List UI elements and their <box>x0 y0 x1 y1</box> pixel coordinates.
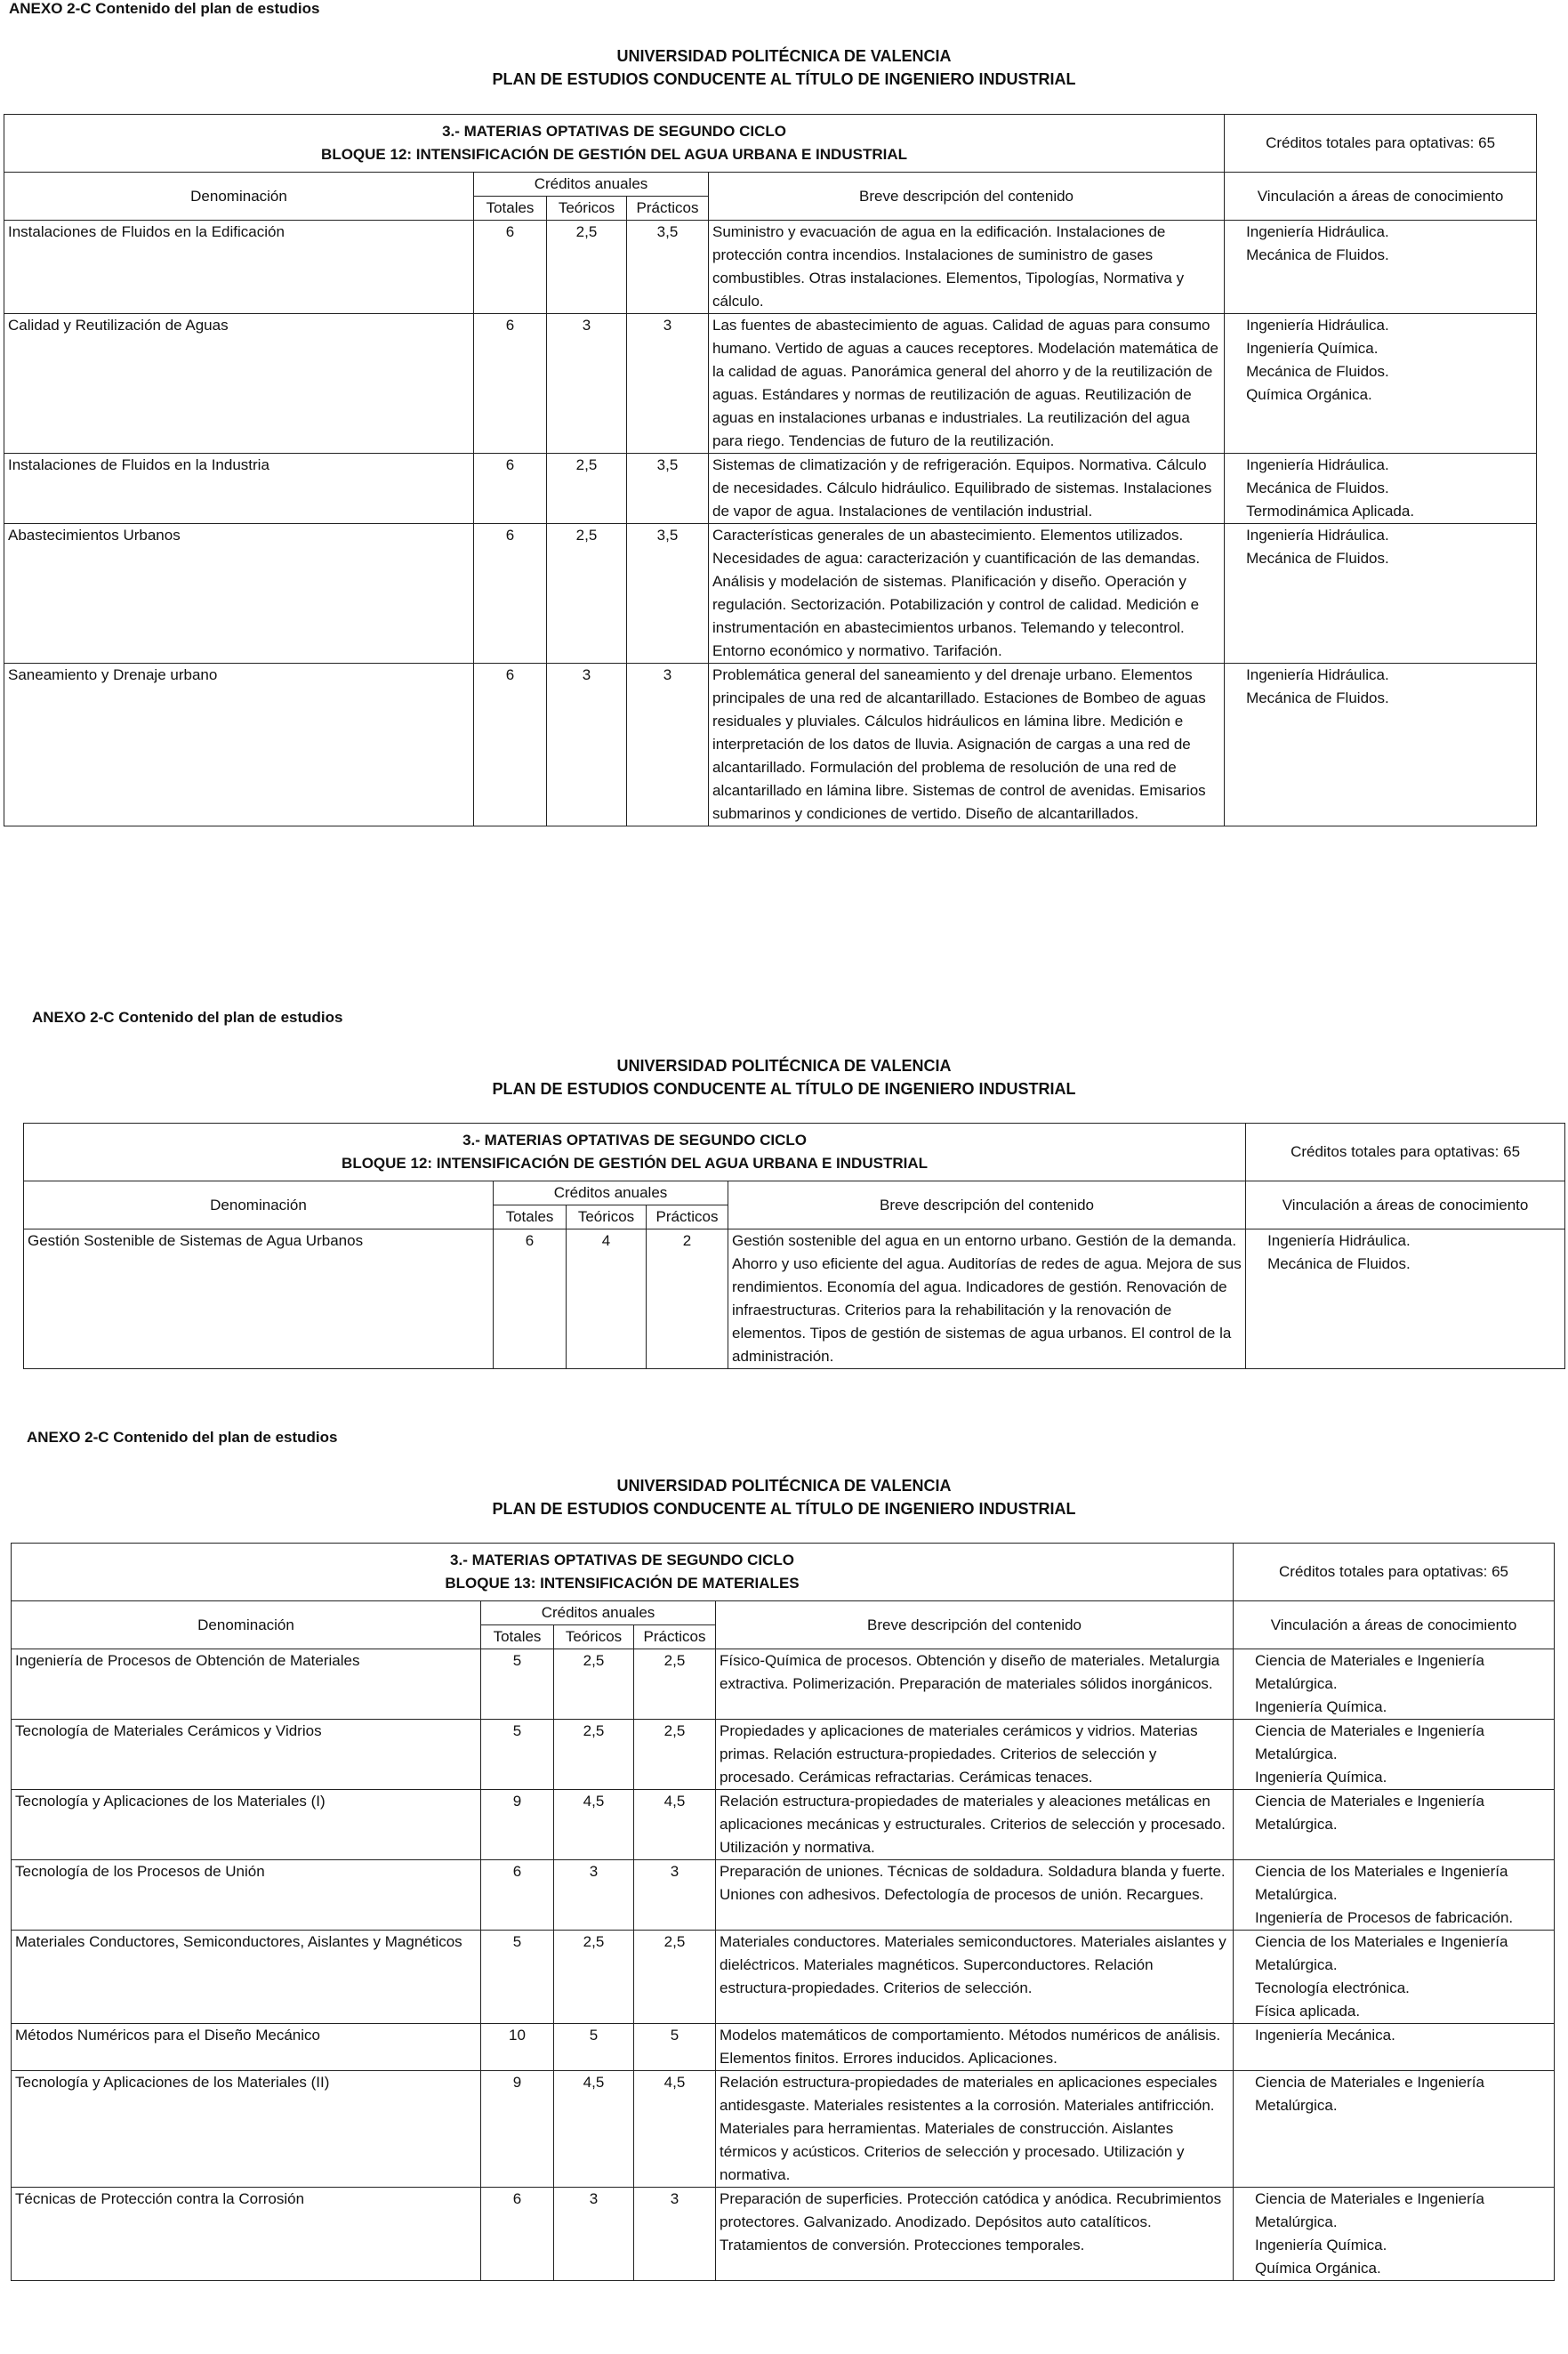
subject-name: Gestión Sostenible de Sistemas de Agua Urbanos <box>24 1229 494 1369</box>
col-descripcion: Breve descripción del contenido <box>709 173 1225 221</box>
creditos-practicos-value: 3,5 <box>627 524 709 664</box>
creditos-practicos-value: 5 <box>634 2024 716 2071</box>
bloque-title: BLOQUE 12: INTENSIFICACIÓN DE GESTIÓN DEL AGUA URBANA E INDUSTRIAL <box>321 146 907 163</box>
col-vinculacion: Vinculación a áreas de conocimiento <box>1225 173 1537 221</box>
subject-description: Preparación de uniones. Técnicas de soldadura. Soldadura blanda y fuerte. Uniones con adhesivos. Defectología de procesos de unión. Recargues. <box>716 1860 1234 1931</box>
subject-name: Métodos Numéricos para el Diseño Mecánico <box>12 2024 481 2071</box>
plan-table <box>4 114 1537 826</box>
creditos-totales-value: 5 <box>481 1720 554 1790</box>
creditos-totales-value: 10 <box>481 2024 554 2071</box>
area-item: Química Orgánica. <box>1255 2260 1381 2277</box>
area-item: Ingeniería Química. <box>1246 340 1379 357</box>
subject-description: Preparación de superficies. Protección catódica y anódica. Recubrimientos protectores. Galvanizado. Anodizado. Depósitos auto catalíticos. Tratamientos de conversión. Protecciones temporales. <box>716 2188 1234 2281</box>
subject-name: Técnicas de Protección contra la Corrosión <box>12 2188 481 2281</box>
table-row <box>4 454 1537 524</box>
creditos-teoricos-value: 2,5 <box>554 1931 634 2024</box>
subject-name: Tecnología de los Procesos de Unión <box>12 1860 481 1931</box>
col-descripcion: Breve descripción del contenido <box>728 1181 1246 1229</box>
area-item: Ciencia de Materiales e Ingeniería Metalúrgica. <box>1255 2074 1484 2114</box>
creditos-practicos-value: 4,5 <box>634 1790 716 1860</box>
table-header-row <box>4 115 1537 173</box>
col-denominacion: Denominación <box>12 1601 481 1649</box>
table-row <box>12 2188 1555 2281</box>
creditos-teoricos-value: 3 <box>554 1860 634 1931</box>
areas-list <box>1234 1931 1555 2024</box>
creditos-practicos-value: 4,5 <box>634 2071 716 2188</box>
anexo-title: ANEXO 2-C Contenido del plan de estudios <box>27 1429 338 1446</box>
block-title-cell <box>4 115 1225 173</box>
table-row <box>12 1649 1555 1720</box>
subject-name: Materiales Conductores, Semiconductores, Aislantes y Magnéticos <box>12 1931 481 2024</box>
area-item: Ingeniería Química. <box>1255 1698 1387 1715</box>
creditos-totales-value: 6 <box>474 664 547 826</box>
table-row <box>12 1860 1555 1931</box>
area-item: Ciencia de Materiales e Ingeniería Metalúrgica. <box>1255 1722 1484 1762</box>
areas-list <box>1234 1860 1555 1931</box>
area-item: Ingeniería de Procesos de fabricación. <box>1255 1909 1514 1926</box>
creditos-practicos-value: 3 <box>634 2188 716 2281</box>
area-item: Química Orgánica. <box>1246 386 1372 403</box>
table-row <box>12 1790 1555 1860</box>
subject-name: Tecnología y Aplicaciones de los Materiales (II) <box>12 2071 481 2188</box>
col-denominacion: Denominación <box>4 173 474 221</box>
creditos-practicos-value: 3 <box>634 1860 716 1931</box>
areas-list <box>1234 1649 1555 1720</box>
area-item: Ciencia de los Materiales e Ingeniería Metalúrgica. <box>1255 1933 1508 1973</box>
creditos-teoricos-value: 4,5 <box>554 2071 634 2188</box>
table-row <box>4 314 1537 454</box>
col-denominacion: Denominación <box>24 1181 494 1229</box>
university-name: UNIVERSIDAD POLITÉCNICA DE VALENCIA <box>616 47 952 65</box>
creditos-practicos-value: 2,5 <box>634 1931 716 2024</box>
table-row <box>4 524 1537 664</box>
areas-list <box>1234 2188 1555 2281</box>
plan-title: PLAN DE ESTUDIOS CONDUCENTE AL TÍTULO DE INGENIERO INDUSTRIAL <box>492 70 1076 88</box>
creditos-practicos-value: 2,5 <box>634 1720 716 1790</box>
creditos-practicos-value: 2 <box>647 1229 728 1369</box>
col-creditos-anuales: Créditos anuales <box>494 1181 728 1205</box>
area-item: Física aplicada. <box>1255 2003 1361 2019</box>
creditos-teoricos-value: 3 <box>547 664 627 826</box>
creditos-teoricos-value: 2,5 <box>547 454 627 524</box>
plan-title: PLAN DE ESTUDIOS CONDUCENTE AL TÍTULO DE INGENIERO INDUSTRIAL <box>492 1500 1076 1518</box>
col-totales: Totales <box>474 197 547 221</box>
col-totales: Totales <box>494 1205 567 1229</box>
area-item: Ciencia de Materiales e Ingeniería Metalúrgica. <box>1255 1652 1484 1692</box>
area-item: Ingeniería Hidráulica. <box>1246 317 1389 334</box>
subject-description: Sistemas de climatización y de refrigeración. Equipos. Normativa. Cálculo de necesidades. Cálculo hidráulico. Equilibrado de sistemas. Instalaciones de vapor de agua. Instalaciones de ventilación industrial. <box>709 454 1225 524</box>
areas-list <box>1234 2024 1555 2071</box>
ciclo-title: 3.- MATERIAS OPTATIVAS DE SEGUNDO CICLO <box>442 123 786 140</box>
subject-description: Relación estructura-propiedades de materiales y aleaciones metálicas en aplicaciones mecánicas y estructurales. Criterios de selección y procesado. Utilización y normativa. <box>716 1790 1234 1860</box>
area-item: Ingeniería Hidráulica. <box>1246 527 1389 544</box>
creditos-teoricos-value: 4,5 <box>554 1790 634 1860</box>
university-name: UNIVERSIDAD POLITÉCNICA DE VALENCIA <box>616 1057 952 1075</box>
university-name: UNIVERSIDAD POLITÉCNICA DE VALENCIA <box>616 1477 952 1495</box>
area-item: Ingeniería Química. <box>1255 1769 1387 1786</box>
col-practicos: Prácticos <box>627 197 709 221</box>
subject-description: Materiales conductores. Materiales semiconductores. Materiales aislantes y dieléctricos. Materiales magnéticos. Superconductores. Relación estructura-propiedades. Criterios de selección. <box>716 1931 1234 2024</box>
col-practicos: Prácticos <box>634 1625 716 1649</box>
area-item: Termodinámica Aplicada. <box>1246 503 1415 520</box>
area-item: Ingeniería Hidráulica. <box>1246 666 1389 683</box>
creditos-totales-value: 6 <box>481 2188 554 2281</box>
area-item: Ingeniería Hidráulica. <box>1246 456 1389 473</box>
col-teoricos: Teóricos <box>554 1625 634 1649</box>
subject-name: Instalaciones de Fluidos en la Edificación <box>4 221 474 314</box>
subject-name: Saneamiento y Drenaje urbano <box>4 664 474 826</box>
col-practicos: Prácticos <box>647 1205 728 1229</box>
table-header-row <box>12 1544 1555 1601</box>
area-item: Ciencia de los Materiales e Ingeniería Metalúrgica. <box>1255 1863 1508 1903</box>
col-teoricos: Teóricos <box>547 197 627 221</box>
creditos-practicos-value: 3 <box>627 314 709 454</box>
ciclo-title: 3.- MATERIAS OPTATIVAS DE SEGUNDO CICLO <box>450 1552 794 1568</box>
subject-description: Relación estructura-propiedades de materiales en aplicaciones especiales antidesgaste. Materiales resistentes a la corrosión. Materiales antifricción. Materiales para herramientas. Materiales de construcción. Aislantes térmicos y acústicos. Criterios de selección y procesado. Utilización y normativa. <box>716 2071 1234 2188</box>
creditos-teoricos-value: 2,5 <box>554 1649 634 1720</box>
area-item: Mecánica de Fluidos. <box>1246 480 1389 496</box>
areas-list <box>1225 664 1537 826</box>
subject-description: Características generales de un abastecimiento. Elementos utilizados. Necesidades de agua: caracterización y cuantificación de las demandas. Análisis y modelación de sistemas. Planificación y diseño. Operación y regulación. Sectorización. Potabilización y control de calidad. Medición e instrumentación en abastecimientos urbanos. Telemando y telecontrol. Entorno económico y normativo. Tarifación. <box>709 524 1225 664</box>
plan-table <box>23 1123 1565 1369</box>
creditos-practicos-value: 2,5 <box>634 1649 716 1720</box>
areas-list <box>1225 314 1537 454</box>
area-item: Mecánica de Fluidos. <box>1246 246 1389 263</box>
col-creditos-anuales: Créditos anuales <box>474 173 709 197</box>
subject-name: Calidad y Reutilización de Aguas <box>4 314 474 454</box>
table-row <box>4 221 1537 314</box>
areas-list <box>1225 454 1537 524</box>
creditos-teoricos-value: 5 <box>554 2024 634 2071</box>
area-item: Mecánica de Fluidos. <box>1246 363 1389 380</box>
subject-description: Problemática general del saneamiento y del drenaje urbano. Elementos principales de una red de alcantarillado. Estaciones de Bombeo de aguas residuales y pluviales. Cálculos hidráulicos en lámina libre. Medición e interpretación de los datos de lluvia. Asignación de cargas a una red de alcantarillado. Formulación del problema de resolución de una red de alcantarillado en lámina libre. Sistemas de control de avenidas. Emisarios submarinos y condiciones de vertido. Diseño de alcantarillados. <box>709 664 1225 826</box>
creditos-totales-value: 9 <box>481 1790 554 1860</box>
subject-name: Tecnología de Materiales Cerámicos y Vidrios <box>12 1720 481 1790</box>
table-row <box>12 2071 1555 2188</box>
subject-description: Modelos matemáticos de comportamiento. Métodos numéricos de análisis. Elementos finitos. Errores inducidos. Aplicaciones. <box>716 2024 1234 2071</box>
col-teoricos: Teóricos <box>567 1205 647 1229</box>
creditos-teoricos-value: 3 <box>547 314 627 454</box>
subject-description: Gestión sostenible del agua en un entorno urbano. Gestión de la demanda. Ahorro y uso eficiente del agua. Auditorías de redes de agua. Mejora de sus rendimientos. Economía del agua. Indicadores de gestión. Renovación de infraestructuras. Criterios para la rehabilitación y la renovación de elementos. Tipos de gestión de sistemas de agua urbanos. El control de la administración. <box>728 1229 1246 1369</box>
table-row <box>12 1720 1555 1790</box>
area-item: Ingeniería Mecánica. <box>1255 2027 1395 2044</box>
ciclo-title: 3.- MATERIAS OPTATIVAS DE SEGUNDO CICLO <box>462 1132 807 1149</box>
areas-list <box>1234 1790 1555 1860</box>
bloque-title: BLOQUE 13: INTENSIFICACIÓN DE MATERIALES <box>445 1575 800 1592</box>
creditos-totales-value: 9 <box>481 2071 554 2188</box>
area-item: Ingeniería Hidráulica. <box>1267 1232 1411 1249</box>
col-descripcion: Breve descripción del contenido <box>716 1601 1234 1649</box>
area-item: Tecnología electrónica. <box>1255 1979 1410 1996</box>
areas-list <box>1225 221 1537 314</box>
area-item: Mecánica de Fluidos. <box>1246 689 1389 706</box>
bloque-title: BLOQUE 12: INTENSIFICACIÓN DE GESTIÓN DEL AGUA URBANA E INDUSTRIAL <box>342 1155 928 1172</box>
anexo-title: ANEXO 2-C Contenido del plan de estudios <box>9 0 320 17</box>
area-item: Mecánica de Fluidos. <box>1267 1255 1411 1272</box>
areas-list <box>1225 524 1537 664</box>
block-title-cell <box>24 1124 1246 1181</box>
table-row <box>24 1229 1565 1369</box>
creditos-totales: Créditos totales para optativas: 65 <box>1234 1544 1555 1601</box>
areas-list <box>1234 2071 1555 2188</box>
subject-description: Suministro y evacuación de agua en la edificación. Instalaciones de protección contra incendios. Instalaciones de suministro de gases combustibles. Otras instalaciones. Elementos, Tipologías, Normativa y cálculo. <box>709 221 1225 314</box>
creditos-totales-value: 5 <box>481 1931 554 2024</box>
areas-list <box>1246 1229 1565 1369</box>
subject-name: Tecnología y Aplicaciones de los Materiales (I) <box>12 1790 481 1860</box>
subject-name: Instalaciones de Fluidos en la Industria <box>4 454 474 524</box>
creditos-totales-value: 6 <box>474 454 547 524</box>
col-vinculacion: Vinculación a áreas de conocimiento <box>1246 1181 1565 1229</box>
table-row <box>12 1931 1555 2024</box>
area-item: Ingeniería Hidráulica. <box>1246 223 1389 240</box>
area-item: Mecánica de Fluidos. <box>1246 550 1389 567</box>
col-creditos-anuales: Créditos anuales <box>481 1601 716 1625</box>
creditos-teoricos-value: 3 <box>554 2188 634 2281</box>
col-totales: Totales <box>481 1625 554 1649</box>
creditos-totales-value: 6 <box>474 314 547 454</box>
creditos-totales-value: 6 <box>481 1860 554 1931</box>
area-item: Ciencia de Materiales e Ingeniería Metalúrgica. <box>1255 2190 1484 2230</box>
plan-title: PLAN DE ESTUDIOS CONDUCENTE AL TÍTULO DE INGENIERO INDUSTRIAL <box>492 1080 1076 1098</box>
creditos-totales-value: 6 <box>474 221 547 314</box>
document-heading <box>0 44 1568 91</box>
creditos-totales-value: 5 <box>481 1649 554 1720</box>
document-heading <box>0 1054 1568 1100</box>
area-item: Ciencia de Materiales e Ingeniería Metalúrgica. <box>1255 1793 1484 1833</box>
creditos-teoricos-value: 2,5 <box>554 1720 634 1790</box>
creditos-teoricos-value: 2,5 <box>547 524 627 664</box>
table-row <box>4 664 1537 826</box>
area-item: Ingeniería Química. <box>1255 2237 1387 2253</box>
creditos-teoricos-value: 4 <box>567 1229 647 1369</box>
subject-description: Físico-Química de procesos. Obtención y diseño de materiales. Metalurgia extractiva. Polimerización. Preparación de materiales sólidos inorgánicos. <box>716 1649 1234 1720</box>
col-vinculacion: Vinculación a áreas de conocimiento <box>1234 1601 1555 1649</box>
table-row <box>12 2024 1555 2071</box>
creditos-teoricos-value: 2,5 <box>547 221 627 314</box>
creditos-totales-value: 6 <box>474 524 547 664</box>
creditos-totales: Créditos totales para optativas: 65 <box>1225 115 1537 173</box>
subject-description: Propiedades y aplicaciones de materiales cerámicos y vidrios. Materias primas. Relación estructura-propiedades. Criterios de selección y procesado. Cerámicas refractarias. Cerámicas tenaces. <box>716 1720 1234 1790</box>
subject-name: Abastecimientos Urbanos <box>4 524 474 664</box>
creditos-practicos-value: 3,5 <box>627 454 709 524</box>
subject-name: Ingeniería de Procesos de Obtención de Materiales <box>12 1649 481 1720</box>
plan-table <box>11 1543 1555 2281</box>
creditos-totales-value: 6 <box>494 1229 567 1369</box>
table-header-row <box>24 1124 1565 1181</box>
creditos-totales: Créditos totales para optativas: 65 <box>1246 1124 1565 1181</box>
subject-description: Las fuentes de abastecimiento de aguas. Calidad de aguas para consumo humano. Vertido de aguas a cauces receptores. Modelación matemática de la calidad de aguas. Panorámica general del ahorro y de la reutilización de aguas. Estándares y normas de reutilización de aguas. Reutilización de aguas en instalaciones urbanas e industriales. La reutilización del agua para riego. Tendencias de futuro de la reutilización. <box>709 314 1225 454</box>
creditos-practicos-value: 3 <box>627 664 709 826</box>
areas-list <box>1234 1720 1555 1790</box>
document-heading <box>0 1474 1568 1520</box>
creditos-practicos-value: 3,5 <box>627 221 709 314</box>
block-title-cell <box>12 1544 1234 1601</box>
anexo-title: ANEXO 2-C Contenido del plan de estudios <box>32 1009 343 1026</box>
